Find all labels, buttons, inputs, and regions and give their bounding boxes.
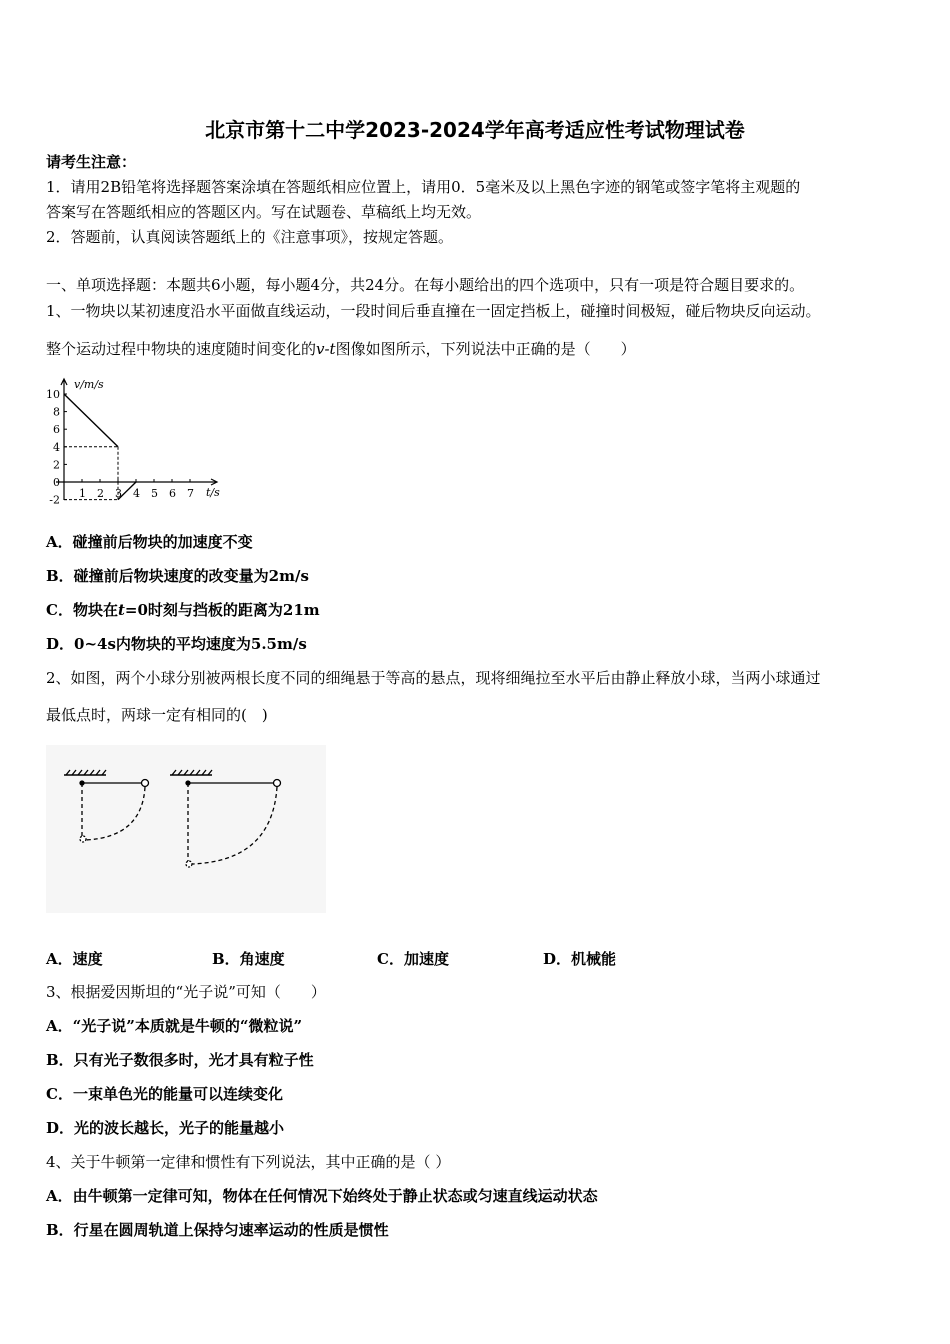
q4-option-a: A．由牛顿第一定律可知，物体在任何情况下始终处于静止状态或匀速直线运动状态	[46, 1187, 598, 1205]
x-tick-label: 1	[79, 487, 86, 500]
q1-option-d: D．0~4s内物块的平均速度为5.5m/s	[46, 635, 307, 653]
q3-option-d: D．光的波长越长，光子的能量越小	[46, 1119, 285, 1137]
y-tick-label: -2	[49, 493, 60, 507]
q1-option-b: B．碰撞前后物块速度的改变量为2m/s	[46, 567, 309, 585]
q2-stem-a: 2、如图，两个小球分别被两根长度不同的细绳悬于等高的悬点，现将细绳拉至水平后由静止释放小球，当两小球通过	[46, 669, 821, 687]
x-tick-label: 4	[133, 487, 140, 500]
q2-option-a: A．速度	[46, 950, 103, 968]
q4-option-b: B．行星在圆周轨道上保持匀速率运动的性质是惯性	[46, 1221, 389, 1239]
y-tick-label: 0	[53, 476, 60, 489]
vt-graph	[40, 372, 240, 512]
q1-stem-a: 1、一物块以某初速度沿水平面做直线运动，一段时间后垂直撞在一固定挡板上，碰撞时间极短，碰后物块反向运动。	[46, 302, 821, 320]
y-tick-label: 10	[46, 388, 60, 401]
notice-line-1b: 答案写在答题纸相应的答题区内。写在试题卷、草稿纸上均无效。	[46, 203, 482, 221]
y-axis-label: v/m/s	[74, 378, 104, 391]
q1-option-a: A．碰撞前后物块的加速度不变	[46, 533, 253, 551]
q2-option-c: C．加速度	[377, 950, 449, 968]
q2-option-b: B．角速度	[212, 950, 285, 968]
q1-option-c: C．物块在t=0时刻与挡板的距离为21m	[46, 601, 320, 619]
x-tick-label: 7	[187, 487, 194, 500]
section-heading: 一、单项选择题：本题共6小题，每小题4分，共24分。在每小题给出的四个选项中，只有一项是符合题目要求的。	[46, 276, 805, 294]
x-axis-label: t/s	[206, 486, 220, 499]
y-tick-label: 4	[53, 440, 60, 454]
x-tick-label: 6	[169, 487, 176, 500]
x-tick-label: 5	[151, 487, 158, 500]
y-tick-label: 2	[53, 458, 60, 472]
q3-option-b: B．只有光子数很多时，光才具有粒子性	[46, 1051, 314, 1069]
q1-stem-b: 整个运动过程中物块的速度随时间变化的v-t图像如图所示，下列说法中正确的是（ ）	[46, 340, 636, 358]
y-tick-label: 6	[53, 423, 60, 437]
notice-heading: 请考生注意：	[46, 153, 137, 171]
q2-option-d: D．机械能	[543, 950, 617, 968]
x-tick-label: 3	[115, 487, 122, 500]
notice-line-2: 2．答题前，认真阅读答题纸上的《注意事项》，按规定答题。	[46, 228, 454, 246]
x-tick-label: 2	[97, 487, 104, 500]
series-before-collision	[64, 394, 118, 447]
q3-option-a: A．“光子说”本质就是牛顿的“微粒说”	[46, 1017, 303, 1035]
q4-stem: 4、关于牛顿第一定律和惯性有下列说法，其中正确的是（ ）	[46, 1153, 451, 1171]
q3-stem: 3、根据爱因斯坦的“光子说”可知（ ）	[46, 983, 326, 1001]
q2-stem-b: 最低点时，两球一定有相同的( )	[46, 706, 268, 724]
y-tick-label: 8	[53, 405, 60, 419]
q3-option-c: C．一束单色光的能量可以连续变化	[46, 1085, 283, 1103]
notice-line-1a: 1．请用2B铅笔将选择题答案涂填在答题纸相应位置上，请用0．5毫米及以上黑色字迹的钢笔或签字笔将主观题的	[46, 178, 801, 196]
page-title: 北京市第十二中学2023-2024学年高考适应性考试物理试卷	[205, 118, 745, 142]
pendulum-figure	[46, 745, 326, 913]
